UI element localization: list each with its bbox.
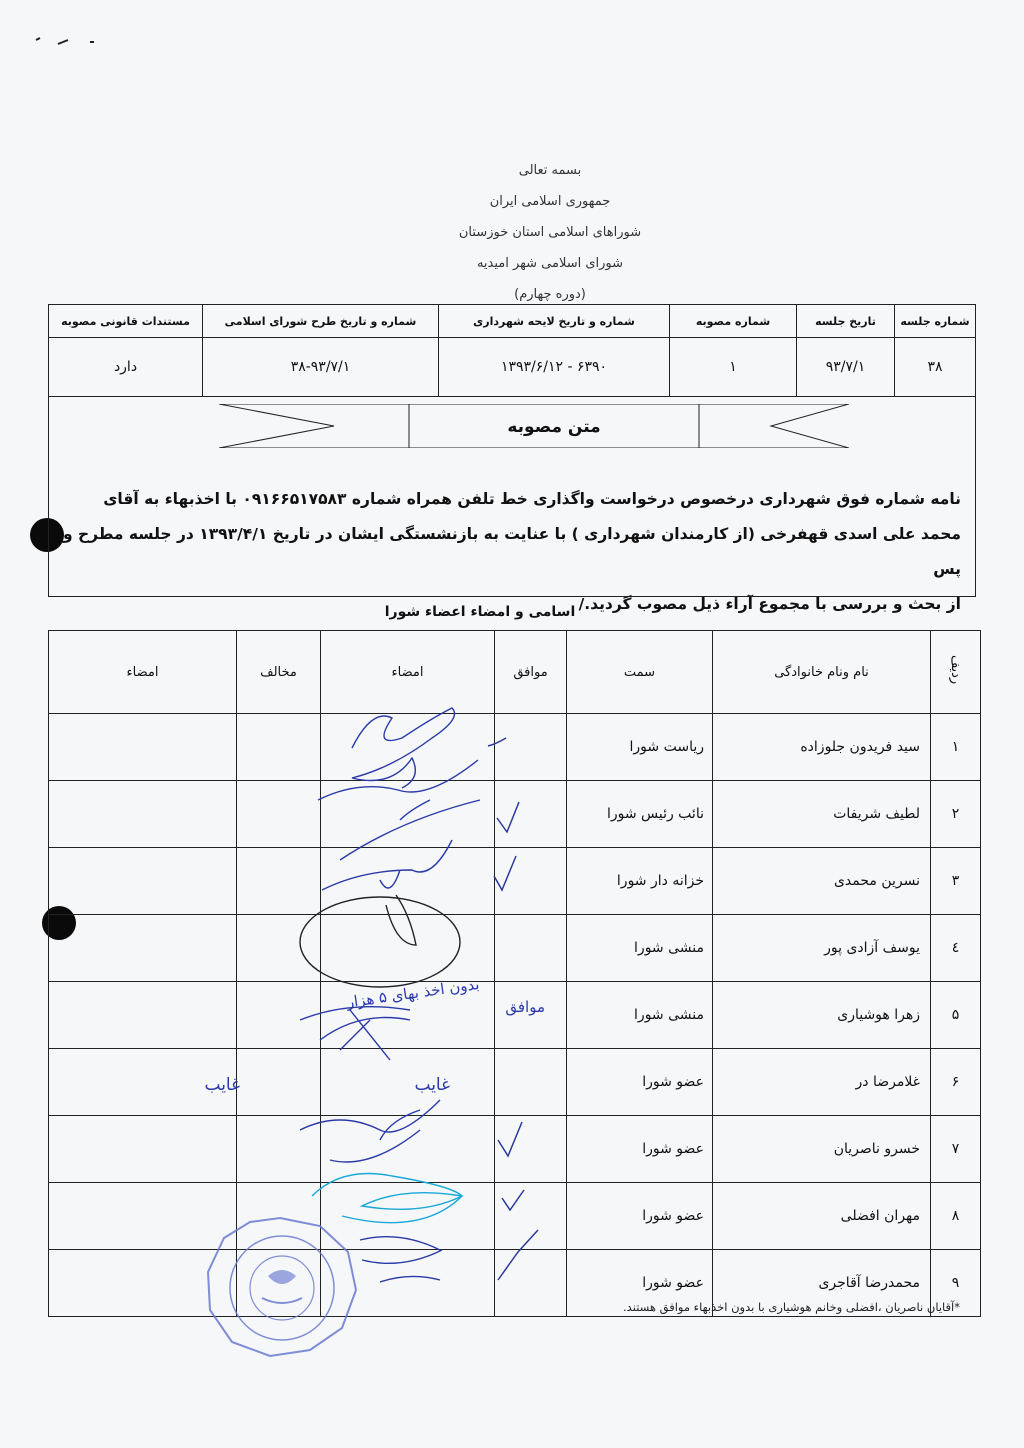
signature-cell — [321, 1183, 495, 1250]
row-number: ٤ — [931, 915, 981, 982]
resolution-title: متن مصوبه — [507, 417, 601, 437]
signature-cell — [321, 982, 495, 1049]
header-row-number: ردیف — [931, 631, 981, 714]
members-title: اسامی و امضاء اعضاء شورا — [384, 604, 576, 620]
footnote: *آقایان ناصریان ،افضلی وخانم هوشیاری با بدون اخذبهاء موافق هستند. — [623, 1300, 960, 1314]
header-full-name: نام ونام خانوادگی — [713, 631, 931, 714]
handwritten-absent-oppose: غایب — [204, 1075, 240, 1095]
oppose-signature-cell — [49, 1049, 237, 1116]
agree-cell — [495, 915, 567, 982]
agree-cell — [495, 982, 567, 1049]
agree-cell — [495, 714, 567, 781]
header-municipality-bill: شماره و تاریخ لایحه شهرداری — [439, 305, 670, 338]
row-number: ۸ — [931, 1183, 981, 1250]
row-number: ۲ — [931, 781, 981, 848]
members-table — [48, 630, 981, 1317]
oppose-cell — [237, 1183, 321, 1250]
oppose-signature-cell — [49, 781, 237, 848]
member-name: محمدرضا آقاجری — [713, 1250, 931, 1317]
row-number: ۹ — [931, 1250, 981, 1317]
agree-cell — [495, 781, 567, 848]
header-session-date: تاریخ جلسه — [797, 305, 895, 338]
table-row — [49, 982, 981, 1049]
handwritten-without-fee: بدون اخذ بهای ۵ هزار — [345, 974, 481, 1012]
oppose-signature-cell — [49, 1250, 237, 1317]
signature-cell — [321, 1049, 495, 1116]
handwritten-absent-sign: غایب — [414, 1075, 450, 1095]
handwritten-agree: موافق — [505, 998, 545, 1016]
header-oppose: مخالف — [237, 631, 321, 714]
resolution-line-1: نامه شماره فوق شهرداری درخصوص درخواست واگذاری خط تلفن همراه شماره ۰۹۱۶۶۵۱۷۵۸۳ با اخذبهاء به آقای — [103, 490, 961, 508]
municipality-bill-value: ۶۳۹۰ - ۱۳۹۳/۶/۱۲ — [439, 338, 670, 397]
table-row — [49, 1116, 981, 1183]
oppose-cell — [237, 848, 321, 915]
header-resolution-number: شماره مصوبه — [670, 305, 797, 338]
council-plan-value: ۳۸-۹۳/۷/۱ — [203, 338, 439, 397]
agree-cell — [495, 1116, 567, 1183]
resolution-text — [57, 482, 961, 622]
table-row — [49, 1049, 981, 1116]
resolution-line-2: محمد علی اسدی قهفرخی (از کارمندان شهرداری ) با عنایت به بازنشستگی ایشان در تاریخ ۱۳۹۳/۴/۱ در جلسه مطرح و پس — [62, 525, 961, 578]
agree-cell — [495, 1049, 567, 1116]
session-number-value: ۳۸ — [895, 338, 976, 397]
header-position: سمت — [567, 631, 713, 714]
row-number: ۵ — [931, 982, 981, 1049]
header-province-councils: شوراهای اسلامی استان خوزستان — [458, 225, 642, 240]
table-row — [49, 915, 981, 982]
oppose-cell — [237, 915, 321, 982]
member-name: زهرا هوشیاری — [713, 982, 931, 1049]
oppose-cell — [237, 1049, 321, 1116]
corner-mark — [36, 38, 94, 44]
resolution-number-value: ۱ — [670, 338, 797, 397]
oppose-cell — [237, 781, 321, 848]
oppose-cell — [237, 1116, 321, 1183]
member-role: خزانه دار شورا — [567, 848, 713, 915]
member-role: ریاست شورا — [567, 714, 713, 781]
member-role: عضو شورا — [567, 1183, 713, 1250]
signature-cell — [321, 1116, 495, 1183]
legal-documents-value: دارد — [49, 338, 203, 397]
oppose-signature-cell — [49, 714, 237, 781]
header-signature-oppose: امضاء — [49, 631, 237, 714]
member-name: سید فریدون جلوزاده — [713, 714, 931, 781]
header-agree: موافق — [495, 631, 567, 714]
header-signature-agree: امضاء — [321, 631, 495, 714]
signature-cell — [321, 848, 495, 915]
signature-cell — [321, 781, 495, 848]
member-role: نائب رئیس شورا — [567, 781, 713, 848]
member-role: منشی شورا — [567, 982, 713, 1049]
header-term: (دوره چهارم) — [514, 287, 586, 302]
document-header — [300, 155, 800, 310]
row-number: ۷ — [931, 1116, 981, 1183]
oppose-cell — [237, 982, 321, 1049]
table-row — [49, 781, 981, 848]
member-name: مهران افضلی — [713, 1183, 931, 1250]
table-row — [49, 848, 981, 915]
header-bismillah: بسمه تعالی — [518, 163, 582, 178]
header-legal-documents: مستندات قانونی مصوبه — [49, 305, 203, 338]
oppose-signature-cell — [49, 915, 237, 982]
header-session-number: شماره جلسه — [895, 305, 976, 338]
row-number: ۳ — [931, 848, 981, 915]
resolution-line-3: از بحث و بررسی با مجموع آراء ذیل مصوب گردید./ — [578, 595, 961, 613]
oppose-signature-cell — [49, 1116, 237, 1183]
oppose-signature-cell — [49, 1183, 237, 1250]
member-name: نسرین محمدی — [713, 848, 931, 915]
member-role: منشی شورا — [567, 915, 713, 982]
member-role: عضو شورا — [567, 1116, 713, 1183]
session-date-value: ۹۳/۷/۱ — [797, 338, 895, 397]
oppose-signature-cell — [49, 982, 237, 1049]
row-number: ۶ — [931, 1049, 981, 1116]
header-country: جمهوری اسلامی ایران — [489, 194, 611, 209]
member-name: یوسف آزادی پور — [713, 915, 931, 982]
signature-cell — [321, 714, 495, 781]
member-name: خسرو ناصریان — [713, 1116, 931, 1183]
agree-cell — [495, 1183, 567, 1250]
member-name: غلامرضا در — [713, 1049, 931, 1116]
session-info-table — [48, 304, 976, 397]
signature-cell — [321, 915, 495, 982]
table-row — [49, 714, 981, 781]
agree-cell — [495, 848, 567, 915]
table-row — [49, 1183, 981, 1250]
member-role: عضو شورا — [567, 1049, 713, 1116]
member-name: لطیف شریفات — [713, 781, 931, 848]
signature-cell — [321, 1250, 495, 1317]
oppose-cell — [237, 714, 321, 781]
oppose-signature-cell — [49, 848, 237, 915]
row-number: ۱ — [931, 714, 981, 781]
oppose-cell — [237, 1250, 321, 1317]
member-role: عضو شورا — [567, 1250, 713, 1317]
header-council-plan: شماره و تاریخ طرح شورای اسلامی — [203, 305, 439, 338]
header-city-council: شورای اسلامی شهر امیدیه — [476, 256, 624, 271]
